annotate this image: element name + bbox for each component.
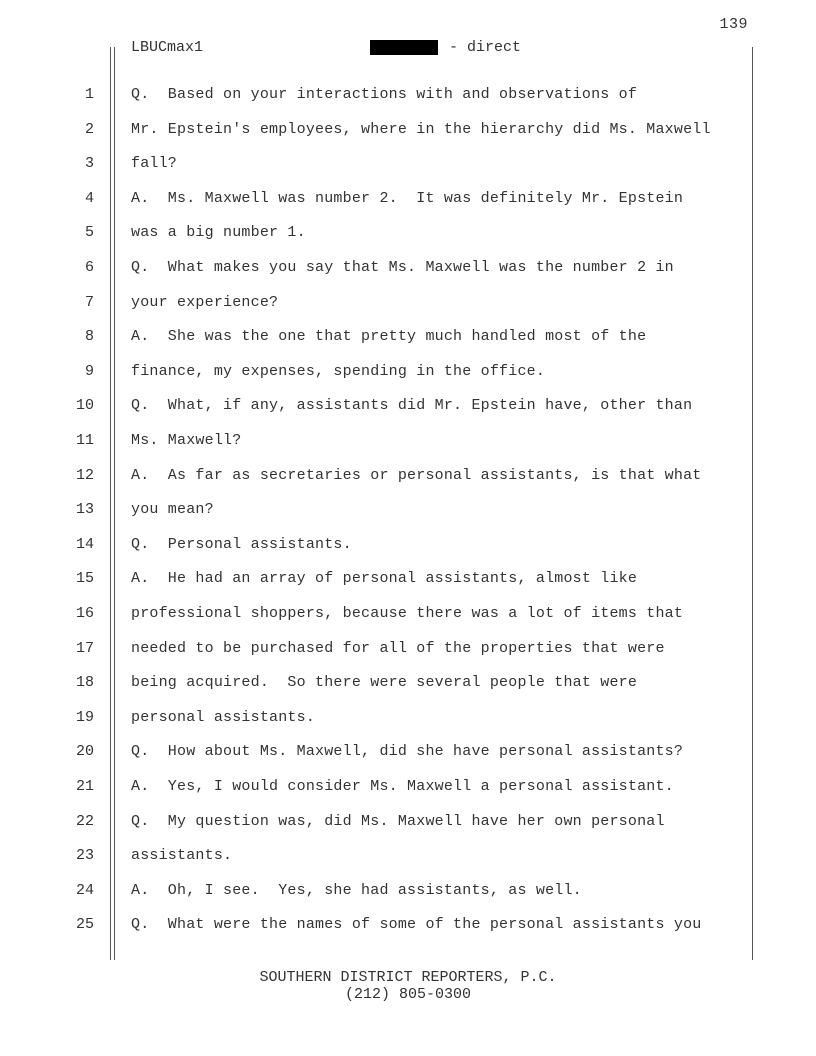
line-number: 10 <box>75 397 94 415</box>
line-text: Mr. Epstein's employees, where in the hierarchy did Ms. Maxwell <box>131 120 711 138</box>
line-text: A. She was the one that pretty much handled most of the <box>131 328 647 346</box>
transcript-line <box>0 431 816 451</box>
transcript-line <box>0 258 816 278</box>
line-text: A. Oh, I see. Yes, she had assistants, as well. <box>131 881 582 899</box>
transcript-line <box>0 604 816 624</box>
line-text: A. Ms. Maxwell was number 2. It was definitely Mr. Epstein <box>131 189 684 207</box>
line-text: finance, my expenses, spending in the office. <box>131 362 546 380</box>
line-text: A. As far as secretaries or personal assistants, is that what <box>131 466 702 484</box>
line-number: 13 <box>75 501 94 519</box>
line-number: 1 <box>84 86 94 103</box>
transcript-line <box>0 120 816 140</box>
line-number: 4 <box>84 189 94 207</box>
line-number: 11 <box>75 432 94 449</box>
line-number: 22 <box>75 812 94 830</box>
line-number: 24 <box>75 881 94 899</box>
line-text: being acquired. So there were several people that were <box>131 674 638 692</box>
page-number: 139 <box>719 16 748 33</box>
line-number: 14 <box>75 535 94 553</box>
line-text: assistants. <box>131 847 233 865</box>
transcript-line <box>0 293 816 313</box>
line-number: 8 <box>84 328 94 346</box>
transcript-line <box>0 639 816 659</box>
header-witness <box>370 39 521 56</box>
footer-phone: (212) 805-0300 <box>344 986 472 1003</box>
transcript-line <box>0 846 816 866</box>
line-text: A. He had an array of personal assistants, almost like <box>131 570 638 588</box>
line-number: 20 <box>75 743 94 761</box>
transcript-line <box>0 362 816 382</box>
transcript-line <box>0 466 816 486</box>
redaction-bar <box>370 40 438 55</box>
transcript-line <box>0 742 816 762</box>
line-number: 25 <box>75 916 94 934</box>
line-text: Q. What makes you say that Ms. Maxwell was the number 2 in <box>131 259 674 276</box>
transcript-line <box>0 535 816 555</box>
line-text: Q. My question was, did Ms. Maxwell have her own personal <box>131 812 665 830</box>
line-text: you mean? <box>131 501 214 519</box>
line-number: 18 <box>75 674 94 692</box>
line-number: 9 <box>84 362 94 380</box>
line-number: 5 <box>84 224 94 242</box>
transcript-line <box>0 223 816 243</box>
transcript-line <box>0 327 816 347</box>
transcript-line <box>0 154 816 174</box>
line-number: 6 <box>84 259 94 276</box>
line-number: 16 <box>75 605 94 622</box>
line-text: needed to be purchased for all of the properties that were <box>131 639 665 657</box>
header-case-code: LBUCmax1 <box>131 39 204 56</box>
header-witness-suffix: - direct <box>449 39 522 56</box>
transcript-line <box>0 777 816 797</box>
line-text: Q. How about Ms. Maxwell, did she have personal assistants? <box>131 743 684 761</box>
transcript-line <box>0 569 816 589</box>
line-text: A. Yes, I would consider Ms. Maxwell a personal assistant. <box>131 778 674 795</box>
line-number: 12 <box>75 466 94 484</box>
transcript-line <box>0 881 816 901</box>
line-text: Q. Based on your interactions with and observations of <box>131 86 638 103</box>
transcript-line <box>0 189 816 209</box>
line-text: professional shoppers, because there was a lot of items that <box>131 605 684 622</box>
transcript-line <box>0 85 816 105</box>
footer-reporter-name: SOUTHERN DISTRICT REPORTERS, P.C. <box>259 969 557 986</box>
line-text: your experience? <box>131 293 279 311</box>
transcript-line <box>0 812 816 832</box>
transcript-line <box>0 915 816 935</box>
line-text: Q. What were the names of some of the personal assistants you <box>131 916 702 934</box>
transcript-line <box>0 396 816 416</box>
line-number: 2 <box>84 120 94 138</box>
transcript-line <box>0 673 816 693</box>
line-text: was a big number 1. <box>131 224 306 242</box>
line-number: 17 <box>75 639 94 657</box>
transcript-line <box>0 500 816 520</box>
line-number: 15 <box>75 570 94 588</box>
line-number: 21 <box>75 778 94 795</box>
line-text: Ms. Maxwell? <box>131 432 242 449</box>
line-text: Q. Personal assistants. <box>131 535 352 553</box>
line-number: 7 <box>84 293 94 311</box>
footer <box>0 969 816 1003</box>
line-text: Q. What, if any, assistants did Mr. Epstein have, other than <box>131 397 693 415</box>
line-text: personal assistants. <box>131 708 316 726</box>
transcript-line <box>0 708 816 728</box>
line-number: 19 <box>75 708 94 726</box>
line-number: 3 <box>84 155 94 173</box>
line-text: fall? <box>131 155 178 173</box>
line-number: 23 <box>75 847 94 865</box>
